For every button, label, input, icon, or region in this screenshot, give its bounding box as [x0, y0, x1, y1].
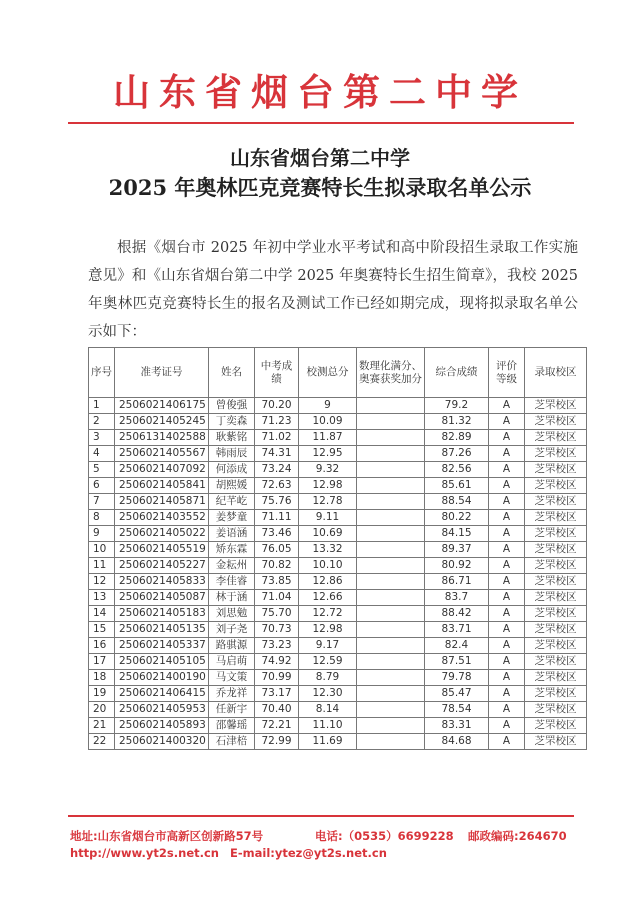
cell-evaluation-grade: A [489, 734, 525, 750]
table-row [89, 574, 587, 590]
cell-evaluation-grade: A [489, 414, 525, 430]
cell-seq: 2 [89, 414, 115, 430]
cell-campus: 芝罘校区 [525, 542, 587, 558]
cell-bonus-points [357, 654, 425, 670]
table-row [89, 510, 587, 526]
cell-school-test-total: 12.30 [299, 686, 357, 702]
cell-exam-id: 2506021400190 [115, 670, 209, 686]
footer-postcode: 邮政编码:264670 [468, 829, 567, 843]
cell-evaluation-grade: A [489, 526, 525, 542]
cell-zhongkao-score: 73.46 [255, 526, 299, 542]
table-row [89, 430, 587, 446]
table-row [89, 654, 587, 670]
cell-composite-score: 78.54 [425, 702, 489, 718]
cell-composite-score: 82.4 [425, 638, 489, 654]
cell-composite-score: 86.71 [425, 574, 489, 590]
cell-composite-score: 81.32 [425, 414, 489, 430]
table-row [89, 734, 587, 750]
cell-student-name: 纪芊屹 [209, 494, 255, 510]
header-evaluation-grade: 评价等级 [489, 348, 525, 398]
cell-seq: 11 [89, 558, 115, 574]
cell-school-test-total: 12.78 [299, 494, 357, 510]
cell-composite-score: 87.51 [425, 654, 489, 670]
cell-seq: 14 [89, 606, 115, 622]
cell-zhongkao-score: 73.17 [255, 686, 299, 702]
cell-student-name: 曾俊强 [209, 398, 255, 414]
cell-evaluation-grade: A [489, 622, 525, 638]
cell-school-test-total: 12.59 [299, 654, 357, 670]
cell-student-name: 刘思勉 [209, 606, 255, 622]
footer-phone: 电话:（0535）6699228 [315, 829, 454, 843]
cell-student-name: 乔龙祥 [209, 686, 255, 702]
header-bonus-points: 数理化满分、奥赛获奖加分 [357, 348, 425, 398]
footer-address: 地址:山东省烟台市高新区创新路57号 [70, 829, 264, 843]
cell-exam-id: 2506021405953 [115, 702, 209, 718]
table-row [89, 478, 587, 494]
cell-campus: 芝罘校区 [525, 702, 587, 718]
cell-evaluation-grade: A [489, 398, 525, 414]
admission-list-table [88, 347, 587, 750]
table-row [89, 670, 587, 686]
cell-composite-score: 84.68 [425, 734, 489, 750]
header-campus: 录取校区 [525, 348, 587, 398]
header-school-test-total: 校测总分 [299, 348, 357, 398]
cell-evaluation-grade: A [489, 686, 525, 702]
cell-seq: 9 [89, 526, 115, 542]
cell-campus: 芝罘校区 [525, 494, 587, 510]
cell-seq: 15 [89, 622, 115, 638]
cell-school-test-total: 8.14 [299, 702, 357, 718]
cell-student-name: 金耘州 [209, 558, 255, 574]
cell-composite-score: 79.78 [425, 670, 489, 686]
cell-school-test-total: 10.09 [299, 414, 357, 430]
cell-composite-score: 82.89 [425, 430, 489, 446]
cell-zhongkao-score: 70.73 [255, 622, 299, 638]
table-row [89, 702, 587, 718]
cell-zhongkao-score: 71.04 [255, 590, 299, 606]
cell-school-test-total: 12.98 [299, 478, 357, 494]
cell-zhongkao-score: 73.85 [255, 574, 299, 590]
header-zhongkao-score: 中考成绩 [255, 348, 299, 398]
cell-school-test-total: 12.72 [299, 606, 357, 622]
cell-composite-score: 82.56 [425, 462, 489, 478]
cell-campus: 芝罘校区 [525, 654, 587, 670]
table-header-row [89, 348, 587, 398]
header-name: 姓名 [209, 348, 255, 398]
cell-zhongkao-score: 73.23 [255, 638, 299, 654]
cell-bonus-points [357, 430, 425, 446]
cell-school-test-total: 8.79 [299, 670, 357, 686]
cell-student-name: 耿紫铭 [209, 430, 255, 446]
cell-exam-id: 2506021406175 [115, 398, 209, 414]
cell-campus: 芝罘校区 [525, 478, 587, 494]
cell-student-name: 丁奕森 [209, 414, 255, 430]
cell-student-name: 邵馨瑶 [209, 718, 255, 734]
cell-school-test-total: 12.66 [299, 590, 357, 606]
cell-bonus-points [357, 734, 425, 750]
cell-evaluation-grade: A [489, 478, 525, 494]
cell-composite-score: 79.2 [425, 398, 489, 414]
cell-seq: 8 [89, 510, 115, 526]
cell-evaluation-grade: A [489, 654, 525, 670]
cell-evaluation-grade: A [489, 558, 525, 574]
cell-composite-score: 87.26 [425, 446, 489, 462]
cell-bonus-points [357, 686, 425, 702]
cell-bonus-points [357, 510, 425, 526]
cell-seq: 18 [89, 670, 115, 686]
cell-exam-id: 2506021406415 [115, 686, 209, 702]
table-row [89, 558, 587, 574]
document-title-notice: 2025 年奥林匹克竞赛特长生拟录取名单公示 [108, 175, 532, 200]
table-row [89, 622, 587, 638]
cell-exam-id: 2506021405567 [115, 446, 209, 462]
cell-campus: 芝罘校区 [525, 670, 587, 686]
cell-composite-score: 80.92 [425, 558, 489, 574]
cell-bonus-points [357, 478, 425, 494]
cell-seq: 22 [89, 734, 115, 750]
cell-bonus-points [357, 590, 425, 606]
cell-school-test-total: 13.32 [299, 542, 357, 558]
cell-exam-id: 2506021405833 [115, 574, 209, 590]
cell-bonus-points [357, 558, 425, 574]
cell-zhongkao-score: 72.99 [255, 734, 299, 750]
cell-zhongkao-score: 74.31 [255, 446, 299, 462]
cell-campus: 芝罘校区 [525, 430, 587, 446]
cell-bonus-points [357, 414, 425, 430]
cell-school-test-total: 9.11 [299, 510, 357, 526]
cell-campus: 芝罘校区 [525, 686, 587, 702]
cell-exam-id: 2506021407092 [115, 462, 209, 478]
cell-bonus-points [357, 526, 425, 542]
cell-evaluation-grade: A [489, 638, 525, 654]
header-seq: 序号 [89, 348, 115, 398]
cell-zhongkao-score: 72.63 [255, 478, 299, 494]
cell-exam-id: 2506021405105 [115, 654, 209, 670]
table-row [89, 462, 587, 478]
cell-composite-score: 83.31 [425, 718, 489, 734]
cell-zhongkao-score: 71.11 [255, 510, 299, 526]
cell-bonus-points [357, 462, 425, 478]
cell-campus: 芝罘校区 [525, 446, 587, 462]
cell-campus: 芝罘校区 [525, 510, 587, 526]
cell-campus: 芝罘校区 [525, 414, 587, 430]
cell-bonus-points [357, 494, 425, 510]
footer-divider [68, 815, 574, 817]
cell-school-test-total: 9.17 [299, 638, 357, 654]
cell-campus: 芝罘校区 [525, 590, 587, 606]
cell-seq: 20 [89, 702, 115, 718]
cell-campus: 芝罘校区 [525, 558, 587, 574]
cell-zhongkao-score: 75.70 [255, 606, 299, 622]
cell-evaluation-grade: A [489, 670, 525, 686]
cell-school-test-total: 9.32 [299, 462, 357, 478]
header-composite-score: 综合成绩 [425, 348, 489, 398]
cell-campus: 芝罘校区 [525, 718, 587, 734]
letterhead-divider [68, 122, 574, 124]
cell-evaluation-grade: A [489, 718, 525, 734]
table-row [89, 542, 587, 558]
cell-evaluation-grade: A [489, 702, 525, 718]
table-row [89, 494, 587, 510]
cell-composite-score: 84.15 [425, 526, 489, 542]
cell-campus: 芝罘校区 [525, 526, 587, 542]
table-row [89, 638, 587, 654]
cell-zhongkao-score: 71.23 [255, 414, 299, 430]
cell-composite-score: 85.61 [425, 478, 489, 494]
cell-exam-id: 2506021405337 [115, 638, 209, 654]
cell-student-name: 路骐源 [209, 638, 255, 654]
cell-student-name: 姜语涵 [209, 526, 255, 542]
cell-bonus-points [357, 574, 425, 590]
cell-exam-id: 2506021405183 [115, 606, 209, 622]
table-row [89, 606, 587, 622]
cell-exam-id: 2506021405841 [115, 478, 209, 494]
cell-exam-id: 2506021405135 [115, 622, 209, 638]
cell-campus: 芝罘校区 [525, 398, 587, 414]
cell-school-test-total: 12.98 [299, 622, 357, 638]
cell-student-name: 马文策 [209, 670, 255, 686]
cell-bonus-points [357, 446, 425, 462]
cell-evaluation-grade: A [489, 542, 525, 558]
cell-seq: 16 [89, 638, 115, 654]
cell-exam-id: 2506021405087 [115, 590, 209, 606]
cell-student-name: 何添成 [209, 462, 255, 478]
cell-student-name: 韩雨辰 [209, 446, 255, 462]
cell-campus: 芝罘校区 [525, 638, 587, 654]
intro-paragraph: 根据《烟台市 2025 年初中学业水平考试和高中阶段招生录取工作实施意见》和《山东省烟台第二中学 2025 年奥赛特长生招生简章》，我校 2025 年奥林匹克竞赛特长生的报名及测试工作已经如期完成，现将拟录取名单公示如下： [88, 240, 578, 340]
cell-zhongkao-score: 70.82 [255, 558, 299, 574]
table-row [89, 590, 587, 606]
cell-zhongkao-score: 76.05 [255, 542, 299, 558]
cell-bonus-points [357, 622, 425, 638]
cell-evaluation-grade: A [489, 430, 525, 446]
cell-composite-score: 88.42 [425, 606, 489, 622]
cell-student-name: 矫东霖 [209, 542, 255, 558]
cell-bonus-points [357, 606, 425, 622]
cell-student-name: 李佳睿 [209, 574, 255, 590]
cell-evaluation-grade: A [489, 510, 525, 526]
cell-zhongkao-score: 73.24 [255, 462, 299, 478]
cell-bonus-points [357, 542, 425, 558]
cell-zhongkao-score: 72.21 [255, 718, 299, 734]
cell-student-name: 石津棓 [209, 734, 255, 750]
header-exam-id: 准考证号 [115, 348, 209, 398]
cell-campus: 芝罘校区 [525, 574, 587, 590]
table-row [89, 446, 587, 462]
cell-evaluation-grade: A [489, 446, 525, 462]
cell-school-test-total: 11.10 [299, 718, 357, 734]
cell-student-name: 胡熙媛 [209, 478, 255, 494]
cell-seq: 19 [89, 686, 115, 702]
cell-bonus-points [357, 702, 425, 718]
cell-student-name: 任新宇 [209, 702, 255, 718]
cell-seq: 7 [89, 494, 115, 510]
cell-school-test-total: 11.87 [299, 430, 357, 446]
cell-composite-score: 88.54 [425, 494, 489, 510]
cell-zhongkao-score: 70.40 [255, 702, 299, 718]
cell-seq: 4 [89, 446, 115, 462]
cell-evaluation-grade: A [489, 462, 525, 478]
cell-student-name: 姜梦童 [209, 510, 255, 526]
cell-campus: 芝罘校区 [525, 622, 587, 638]
cell-composite-score: 80.22 [425, 510, 489, 526]
cell-zhongkao-score: 75.76 [255, 494, 299, 510]
cell-school-test-total: 9 [299, 398, 357, 414]
cell-school-test-total: 11.69 [299, 734, 357, 750]
cell-exam-id: 2506021405871 [115, 494, 209, 510]
table-row [89, 414, 587, 430]
cell-school-test-total: 12.86 [299, 574, 357, 590]
cell-bonus-points [357, 718, 425, 734]
table-row [89, 686, 587, 702]
cell-seq: 10 [89, 542, 115, 558]
cell-seq: 3 [89, 430, 115, 446]
cell-seq: 13 [89, 590, 115, 606]
cell-zhongkao-score: 70.99 [255, 670, 299, 686]
cell-school-test-total: 10.10 [299, 558, 357, 574]
cell-composite-score: 89.37 [425, 542, 489, 558]
cell-campus: 芝罘校区 [525, 734, 587, 750]
table-row [89, 526, 587, 542]
cell-exam-id: 2506131402588 [115, 430, 209, 446]
cell-composite-score: 85.47 [425, 686, 489, 702]
cell-evaluation-grade: A [489, 606, 525, 622]
cell-bonus-points [357, 398, 425, 414]
cell-exam-id: 2506021405227 [115, 558, 209, 574]
cell-seq: 12 [89, 574, 115, 590]
cell-zhongkao-score: 71.02 [255, 430, 299, 446]
cell-evaluation-grade: A [489, 574, 525, 590]
cell-school-test-total: 12.95 [299, 446, 357, 462]
cell-evaluation-grade: A [489, 494, 525, 510]
table-row [89, 398, 587, 414]
cell-exam-id: 2506021405245 [115, 414, 209, 430]
cell-campus: 芝罘校区 [525, 606, 587, 622]
cell-exam-id: 2506021405022 [115, 526, 209, 542]
letterhead-school-name: 山东省烟台第二中学 [113, 70, 527, 114]
cell-composite-score: 83.7 [425, 590, 489, 606]
document-title-school: 山东省烟台第二中学 [230, 146, 410, 170]
cell-school-test-total: 10.69 [299, 526, 357, 542]
cell-exam-id: 2506021403552 [115, 510, 209, 526]
cell-zhongkao-score: 74.92 [255, 654, 299, 670]
cell-seq: 5 [89, 462, 115, 478]
cell-evaluation-grade: A [489, 590, 525, 606]
cell-composite-score: 83.71 [425, 622, 489, 638]
footer-website[interactable]: http://www.yt2s.net.cn [70, 846, 219, 860]
cell-bonus-points [357, 638, 425, 654]
cell-seq: 6 [89, 478, 115, 494]
cell-exam-id: 2506021400320 [115, 734, 209, 750]
cell-seq: 1 [89, 398, 115, 414]
cell-zhongkao-score: 70.20 [255, 398, 299, 414]
cell-exam-id: 2506021405893 [115, 718, 209, 734]
cell-student-name: 刘子尧 [209, 622, 255, 638]
cell-bonus-points [357, 670, 425, 686]
cell-seq: 21 [89, 718, 115, 734]
cell-student-name: 林于涵 [209, 590, 255, 606]
footer-email[interactable]: E-mail:ytez@yt2s.net.cn [230, 846, 387, 860]
cell-student-name: 马启萌 [209, 654, 255, 670]
cell-exam-id: 2506021405519 [115, 542, 209, 558]
cell-seq: 17 [89, 654, 115, 670]
table-row [89, 718, 587, 734]
cell-campus: 芝罘校区 [525, 462, 587, 478]
